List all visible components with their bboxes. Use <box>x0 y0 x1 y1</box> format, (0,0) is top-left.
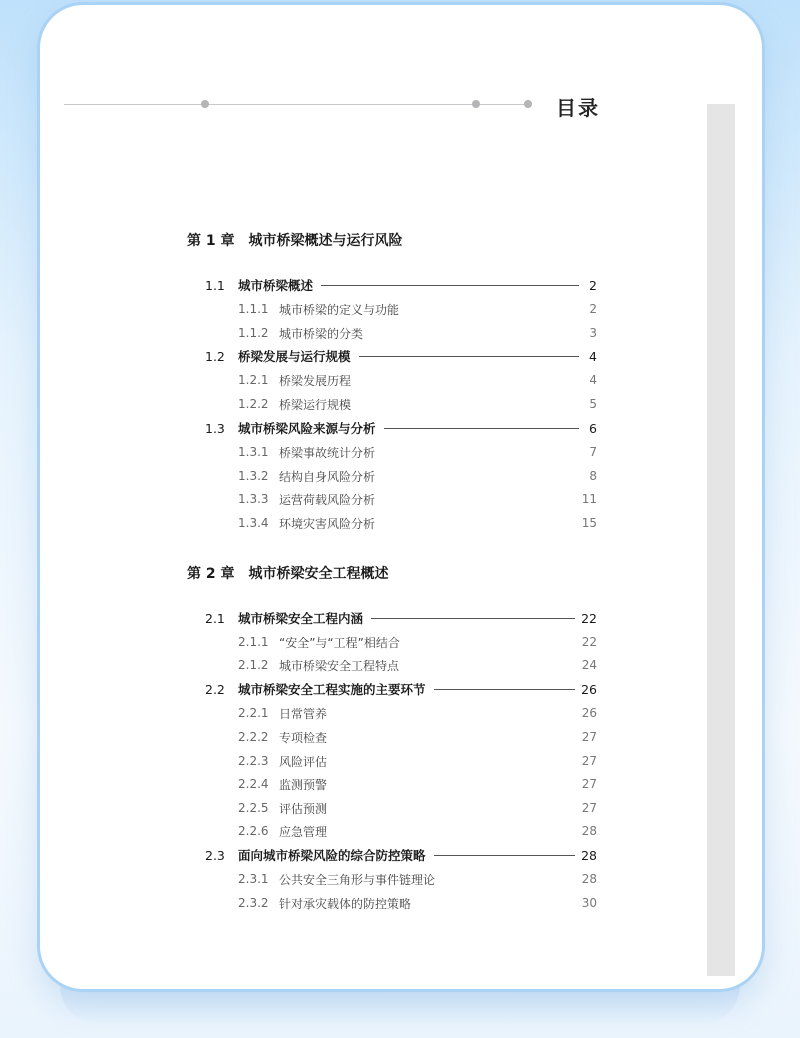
toc-subsection-row[interactable] <box>238 870 597 888</box>
subsection-number: 2.2.3 <box>238 754 269 768</box>
toc-section-row[interactable] <box>205 347 597 365</box>
subsection-number: 2.2.1 <box>238 706 269 720</box>
subsection-page: 7 <box>589 445 597 459</box>
section-title: 面向城市桥梁风险的综合防控策略 <box>238 848 426 863</box>
subsection-title: 城市桥梁安全工程特点 <box>279 658 400 673</box>
toc-subsection-row[interactable] <box>238 324 597 342</box>
toc-subsection-row[interactable] <box>238 822 597 840</box>
toc-subsection-row[interactable] <box>238 752 597 770</box>
section-title: 城市桥梁风险来源与分析 <box>238 421 376 436</box>
toc-subsection-row[interactable] <box>238 775 597 793</box>
subsection-title: 专项检查 <box>279 730 328 745</box>
subsection-page: 24 <box>581 658 597 672</box>
subsection-page: 4 <box>589 373 597 387</box>
toc-subsection-row[interactable] <box>238 443 597 461</box>
subsection-number: 2.3.2 <box>238 896 269 910</box>
header-rule-dot <box>472 100 480 108</box>
toc-subsection-row[interactable] <box>238 633 597 651</box>
leader-line <box>321 285 579 286</box>
subsection-page: 27 <box>581 754 597 768</box>
section-page: 4 <box>589 348 597 364</box>
chapter-heading[interactable] <box>187 230 403 250</box>
subsection-page: 11 <box>581 492 597 506</box>
subsection-title: 日常管养 <box>279 706 328 721</box>
leader-line <box>359 356 579 357</box>
subsection-title: 城市桥梁的分类 <box>279 326 364 341</box>
subsection-number: 2.2.2 <box>238 730 269 744</box>
subsection-page: 27 <box>581 730 597 744</box>
chapter-number: 第 1 章 <box>187 233 235 249</box>
toc-subsection-row[interactable] <box>238 300 597 318</box>
section-page: 6 <box>589 420 597 436</box>
subsection-title: 结构自身风险分析 <box>279 469 376 484</box>
subsection-title: 桥梁运行规模 <box>279 397 352 412</box>
toc-subsection-row[interactable] <box>238 371 597 389</box>
toc-section-row[interactable] <box>205 680 597 698</box>
toc-subsection-row[interactable] <box>238 395 597 413</box>
header-rule-dot <box>201 100 209 108</box>
section-title: 桥梁发展与运行规模 <box>238 349 351 364</box>
leader-line <box>434 689 576 690</box>
section-page: 28 <box>581 847 597 863</box>
toc-subsection-row[interactable] <box>238 894 597 912</box>
chapter-number: 第 2 章 <box>187 566 235 582</box>
subsection-title: “安全”与“工程”相结合 <box>279 635 400 650</box>
subsection-page: 3 <box>589 326 597 340</box>
subsection-number: 2.1.1 <box>238 635 269 649</box>
toc-subsection-row[interactable] <box>238 704 597 722</box>
subsection-page: 2 <box>589 302 597 316</box>
subsection-title: 针对承灾载体的防控策略 <box>279 896 412 911</box>
section-number: 2.1 <box>205 610 225 626</box>
subsection-number: 1.2.2 <box>238 397 269 411</box>
toc-subsection-row[interactable] <box>238 467 597 485</box>
toc-section-row[interactable] <box>205 276 597 294</box>
subsection-page: 28 <box>581 872 597 886</box>
header-rule <box>64 104 528 105</box>
subsection-title: 运营荷载风险分析 <box>279 492 376 507</box>
section-page: 26 <box>581 681 597 697</box>
subsection-page: 15 <box>581 516 597 530</box>
toc-section-row[interactable] <box>205 609 597 627</box>
section-title: 城市桥梁安全工程内涵 <box>238 611 364 626</box>
leader-line <box>371 618 575 619</box>
chapter-heading[interactable] <box>187 563 389 583</box>
section-number: 1.2 <box>205 348 225 364</box>
subsection-title: 公共安全三角形与事件链理论 <box>279 872 436 887</box>
subsection-page: 5 <box>589 397 597 411</box>
section-page: 22 <box>581 610 597 626</box>
subsection-number: 1.1.1 <box>238 302 269 316</box>
subsection-number: 2.2.4 <box>238 777 269 791</box>
subsection-title: 桥梁事故统计分析 <box>279 445 376 460</box>
subsection-page: 22 <box>581 635 597 649</box>
subsection-number: 2.1.2 <box>238 658 269 672</box>
subsection-number: 1.1.2 <box>238 326 269 340</box>
section-page: 2 <box>589 277 597 293</box>
toc-subsection-row[interactable] <box>238 799 597 817</box>
subsection-number: 2.2.6 <box>238 824 269 838</box>
subsection-title: 风险评估 <box>279 754 328 769</box>
subsection-title: 应急管理 <box>279 824 328 839</box>
toc-section-row[interactable] <box>205 846 597 864</box>
toc-subsection-row[interactable] <box>238 728 597 746</box>
toc-section-row[interactable] <box>205 419 597 437</box>
chapter-title: 城市桥梁安全工程概述 <box>248 566 389 582</box>
subsection-number: 1.3.1 <box>238 445 269 459</box>
page-side-strip <box>707 104 735 976</box>
subsection-number: 1.3.4 <box>238 516 269 530</box>
toc-subsection-row[interactable] <box>238 514 597 532</box>
subsection-title: 环境灾害风险分析 <box>279 516 376 531</box>
subsection-title: 城市桥梁的定义与功能 <box>279 302 400 317</box>
section-number: 1.3 <box>205 420 225 436</box>
leader-line <box>434 855 576 856</box>
section-number: 2.2 <box>205 681 225 697</box>
toc-title: 目录 <box>556 96 600 120</box>
header-rule-dot <box>524 100 532 108</box>
subsection-number: 1.2.1 <box>238 373 269 387</box>
subsection-number: 2.2.5 <box>238 801 269 815</box>
subsection-page: 27 <box>581 777 597 791</box>
subsection-number: 1.3.3 <box>238 492 269 506</box>
section-number: 1.1 <box>205 277 225 293</box>
subsection-number: 1.3.2 <box>238 469 269 483</box>
leader-line <box>384 428 579 429</box>
subsection-title: 监测预警 <box>279 777 328 792</box>
subsection-page: 8 <box>589 469 597 483</box>
subsection-title: 评估预测 <box>279 801 328 816</box>
subsection-number: 2.3.1 <box>238 872 269 886</box>
section-title: 城市桥梁安全工程实施的主要环节 <box>238 682 426 697</box>
subsection-page: 28 <box>581 824 597 838</box>
toc-subsection-row[interactable] <box>238 490 597 508</box>
subsection-title: 桥梁发展历程 <box>279 373 352 388</box>
chapter-title: 城市桥梁概述与运行风险 <box>248 233 403 249</box>
toc-subsection-row[interactable] <box>238 656 597 674</box>
section-title: 城市桥梁概述 <box>238 278 314 293</box>
subsection-page: 27 <box>581 801 597 815</box>
section-number: 2.3 <box>205 847 225 863</box>
subsection-page: 26 <box>581 706 597 720</box>
subsection-page: 30 <box>581 896 597 910</box>
